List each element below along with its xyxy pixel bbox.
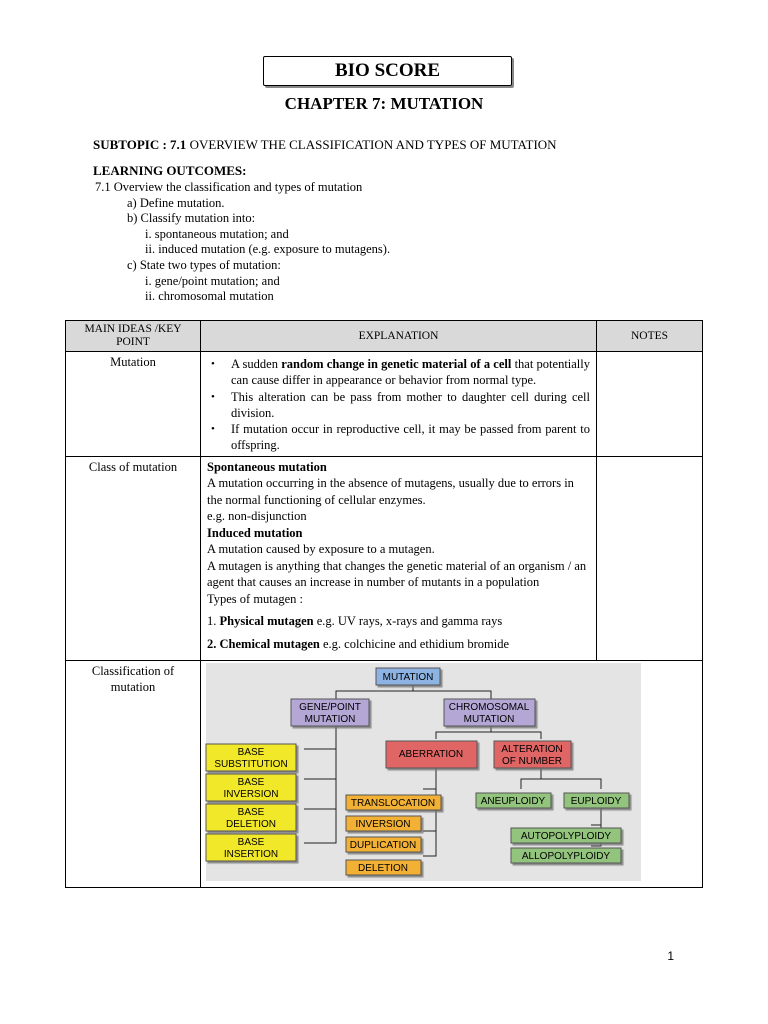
header-main-ideas: MAIN IDEAS /KEY POINT	[66, 321, 201, 352]
outcome-line: b) Classify mutation into:	[127, 211, 256, 226]
outcome-line: i. spontaneous mutation; and	[145, 226, 289, 241]
induced-heading: Induced mutation	[207, 525, 303, 540]
outcome-line: a) Define mutation.	[127, 195, 225, 210]
text: 1.	[207, 614, 220, 629]
doc-title: BIO SCORE	[334, 60, 441, 81]
table-header-row	[66, 321, 703, 352]
explanation-cell	[201, 456, 597, 661]
bullet-item: • If mutation occur in reproductive cell, it may be passed from parent to offspring.	[231, 421, 590, 454]
text: A sudden	[231, 357, 282, 371]
bold-text: 2. Chemical mutagen	[207, 636, 320, 651]
header-notes: NOTES	[597, 321, 703, 352]
mutagen-definition: A mutagen is anything that changes the genetic material of an organism / an agent that causes an increase in number of mutants in a population	[207, 558, 587, 590]
table-row	[66, 456, 703, 661]
key-point-cell: Mutation	[66, 352, 201, 457]
notes-cell	[597, 456, 703, 661]
table-row	[66, 661, 703, 888]
spontaneous-example: e.g. non-disjunction	[207, 509, 307, 524]
notes-cell	[597, 352, 703, 457]
subtopic-label: SUBTOPIC : 7.1	[93, 137, 187, 152]
node-gene-label: GENE/POINT	[299, 702, 361, 714]
node-alteration-label: OF NUMBER	[502, 756, 562, 768]
bullet-item: • This alteration can be pass from mother to daughter cell during cell division.	[231, 389, 590, 422]
physical-mutagen-line	[207, 613, 590, 630]
node-allopolyploidy-label: ALLOPOLYPLOIDY	[521, 851, 611, 863]
doc-title-box	[263, 56, 512, 86]
chemical-mutagen-line	[207, 636, 590, 653]
node-duplication-label: DUPLICATION	[349, 840, 417, 852]
node-chromosomal-label: MUTATION	[463, 714, 515, 726]
mutagen-types-heading: Types of mutagen :	[207, 591, 303, 606]
node-autopolyploidy-label: AUTOPOLYPLOIDY	[520, 831, 612, 843]
node-substitution-label: SUBSTITUTION	[214, 759, 288, 771]
outcome-line: i. gene/point mutation; and	[145, 273, 280, 288]
diagram-cell	[201, 661, 703, 888]
bold-text: random change in genetic material of a cell	[281, 357, 512, 371]
spontaneous-text: A mutation occurring in the absence of mutagens, usually due to errors in the normal functioning of cellular enzymes.	[207, 476, 574, 507]
node-deletion-label: DELETION	[357, 863, 409, 875]
outcome-line: c) State two types of mutation:	[127, 257, 281, 272]
node-base-label: BASE	[237, 837, 265, 849]
node-deletion-label: DELETION	[225, 819, 277, 831]
header-explanation: EXPLANATION	[201, 321, 597, 352]
mutation-classification-diagram	[201, 661, 701, 883]
bullet-item	[231, 356, 590, 389]
explanation-cell	[201, 352, 597, 457]
node-translocation-label: TRANSLOCATION	[350, 798, 436, 810]
node-base-label: BASE	[237, 777, 265, 789]
node-gene-label: MUTATION	[304, 714, 356, 726]
node-inversion-label: INVERSION	[355, 819, 411, 831]
node-chromosomal-label: CHROMOSOMAL	[448, 702, 530, 714]
key-point-cell: Class of mutation	[66, 456, 201, 661]
node-insertion-label: INSERTION	[223, 849, 279, 861]
key-point-cell: Classification of mutation	[66, 661, 201, 888]
subtopic-line	[93, 137, 557, 153]
outcome-line: ii. chromosomal mutation	[145, 289, 274, 304]
spontaneous-heading: Spontaneous mutation	[207, 459, 327, 474]
node-base-label: BASE	[237, 747, 265, 759]
bold-text: Physical mutagen	[219, 614, 314, 629]
learning-outcomes-heading: LEARNING OUTCOMES:	[93, 163, 247, 178]
node-aneuploidy-label: ANEUPLOIDY	[480, 796, 546, 808]
page-number: 1	[667, 949, 674, 963]
text: e.g. UV rays, x-rays and gamma rays	[313, 614, 503, 629]
learning-outcomes-list	[95, 180, 390, 305]
node-aberration-label: ABERRATION	[398, 749, 464, 761]
outcome-line: ii. induced mutation (e.g. exposure to mutagens).	[145, 242, 391, 257]
notes-table	[65, 320, 703, 888]
node-inversion-label: INVERSION	[223, 789, 279, 801]
node-euploidy-label: EUPLOIDY	[570, 796, 622, 808]
node-mutation-label: MUTATION	[382, 672, 434, 684]
table-row	[66, 352, 703, 457]
chapter-heading: CHAPTER 7: MUTATION	[284, 94, 484, 113]
node-alteration-label: ALTERATION	[501, 744, 563, 756]
induced-text: A mutation caused by exposure to a mutagen.	[207, 542, 435, 557]
bullet-list	[207, 356, 590, 454]
node-base-label: BASE	[237, 807, 265, 819]
text: e.g. colchicine and ethidium bromide	[319, 636, 510, 651]
subtopic-text: OVERVIEW THE CLASSIFICATION AND TYPES OF MUTATION	[186, 137, 557, 152]
text: that potentially can cause differ in appearance or behavior from normal type.	[231, 357, 591, 388]
outcome-line: 7.1 Overview the classification and types of mutation	[95, 180, 363, 194]
